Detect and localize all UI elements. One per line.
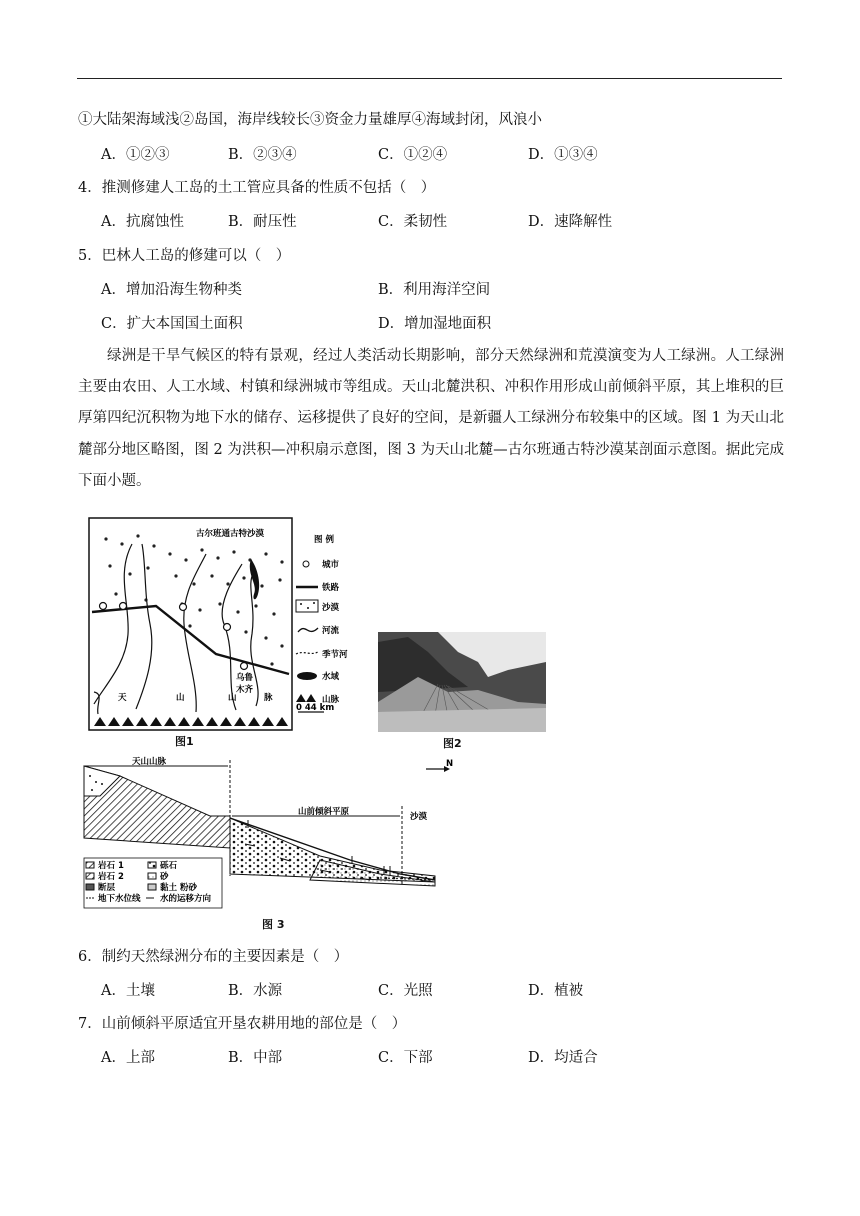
mountain-char-1: 天 <box>118 693 127 703</box>
legend-desert: 沙漠 <box>322 603 340 613</box>
legend-water-icon <box>297 672 317 680</box>
legend-clay: 黏土 粉砂 <box>160 883 197 893</box>
passage: 绿洲是干旱气候区的特有景观，经过人类活动长期影响，部分天然绿洲和荒漠演变为人工绿洲。人工绿洲主要由农田、人工水域、村镇和绿洲城市等组成。天山北麓洪积、冲积作用形成山前倾斜平原，其上堆积的巨厚第四纪沉积物为地下水的储存、运移提供了良好的空间，是新疆人工绿洲分布较集中的区域。图 1 为天山北麓部分地区略图，图 2 为洪积—冲积扇示意图，图 3 为天山北麓—古尔班通古特沙漠某剖面示意图。据此完成下面小题。 <box>78 348 784 489</box>
legend-rock-1: 岩石 1 <box>98 861 124 871</box>
legend-mountain: 山脉 <box>322 695 340 705</box>
figure-3-cross-section <box>80 756 458 918</box>
q5-option-d[interactable]: D．增加湿地面积 <box>378 316 492 332</box>
north-label: N <box>446 759 454 769</box>
q6-option-d[interactable]: D．植被 <box>528 983 584 999</box>
figure-1-map <box>86 514 376 746</box>
legend-city: 城市 <box>322 560 340 570</box>
legend-desert-icon <box>296 600 318 612</box>
mountain-char-3: 山 <box>228 693 237 703</box>
legend-mountain-icon <box>296 694 316 702</box>
q5-option-b[interactable]: B．利用海洋空间 <box>378 282 491 298</box>
urumqi-label-line: 乌鲁 <box>236 673 254 683</box>
legend-railway: 铁路 <box>322 583 340 593</box>
mountain-char-4: 脉 <box>264 693 273 703</box>
desert-label: 沙漠 <box>410 812 428 822</box>
legend-city-icon <box>303 561 309 567</box>
legend-gravel: 砾石 <box>160 861 178 871</box>
desert-label: 古尔班通古特沙漠 <box>195 529 265 539</box>
legend-title: 图 例 <box>314 535 334 545</box>
legend-sand: 砂 <box>160 872 169 882</box>
q6-option-b[interactable]: B．水源 <box>228 983 283 999</box>
q4-option-c[interactable]: C．柔韧性 <box>378 214 448 230</box>
figure-2-caption: 图2 <box>443 737 462 750</box>
q7-stem: 7．山前倾斜平原适宜开垦农耕用地的部位是（ ） <box>78 1016 407 1032</box>
q4-option-a[interactable]: A．抗腐蚀性 <box>101 214 184 230</box>
q4-option-b[interactable]: B．耐压性 <box>228 214 297 230</box>
mountain-char-2: 山 <box>176 693 185 703</box>
header-rule <box>77 78 782 79</box>
legend-rock-2: 岩石 2 <box>98 872 124 882</box>
scale-label: 0 44 km <box>296 703 335 713</box>
q3-option-b[interactable]: B．②③④ <box>228 147 297 163</box>
fig3-legend <box>86 860 212 904</box>
q6-option-a[interactable]: A．土壤 <box>101 983 155 999</box>
legend-seasonal-river-icon <box>296 652 318 654</box>
legend-flow-direction: 水的运移方向 <box>160 894 212 904</box>
legend-river: 河流 <box>322 626 340 636</box>
q7-option-b[interactable]: B．中部 <box>228 1050 283 1066</box>
figure-2-alluvial-fan <box>378 632 546 732</box>
figure-1-caption: 图1 <box>175 735 194 748</box>
legend-river-icon <box>298 628 318 632</box>
q5-option-a[interactable]: A．增加沿海生物种类 <box>101 282 242 298</box>
legend-water-table: 地下水位线 <box>98 894 141 904</box>
q6-option-c[interactable]: C．光照 <box>378 983 433 999</box>
urumqi-label-line: 木齐 <box>236 685 254 695</box>
plain-label: 山前倾斜平原 <box>298 807 350 817</box>
q5-stem: 5．巴林人工岛的修建可以（ ） <box>78 248 291 264</box>
legend-water: 水域 <box>322 672 340 682</box>
q7-option-a[interactable]: A．上部 <box>101 1050 155 1066</box>
q7-option-c[interactable]: C．下部 <box>378 1050 433 1066</box>
legend-seasonal-river: 季节河 <box>322 650 348 660</box>
q4-option-d[interactable]: D．速降解性 <box>528 214 613 230</box>
q7-option-d[interactable]: D．均适合 <box>528 1050 598 1066</box>
figure-3-caption: 图 3 <box>262 918 285 931</box>
legend-fault: 断层 <box>98 883 116 893</box>
q3-option-c[interactable]: C．①②④ <box>378 147 448 163</box>
q3-option-a[interactable]: A．①②③ <box>101 147 170 163</box>
q6-stem: 6．制约天然绿洲分布的主要因素是（ ） <box>78 949 349 965</box>
q5-option-c[interactable]: C．扩大本国国土面积 <box>101 316 243 332</box>
sand-layer <box>310 860 435 886</box>
q4-stem: 4．推测修建人工岛的土工管应具备的性质不包括（ ） <box>78 180 436 196</box>
q3-option-d[interactable]: D．①③④ <box>528 147 598 163</box>
q3-conditions: ①大陆架海域浅②岛国，海岸线较长③资金力量雄厚④海域封闭，风浪小 <box>78 112 542 128</box>
mountain-range-label: 天山山脉 <box>132 757 167 767</box>
